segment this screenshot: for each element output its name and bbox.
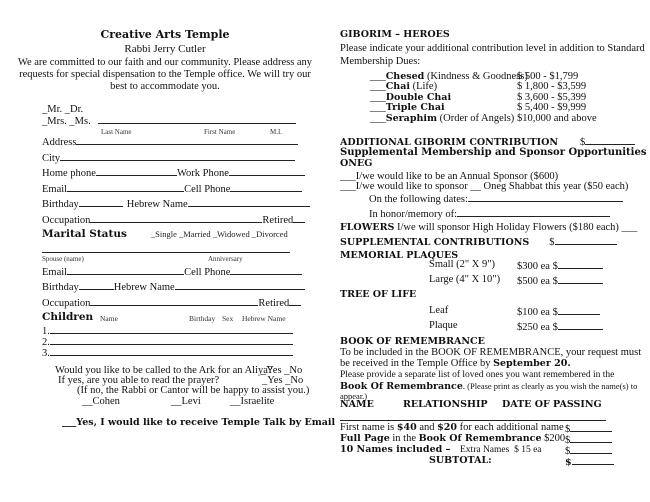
additional-heading: ADDITIONAL GIBORIM CONTRIBUTION xyxy=(340,137,559,148)
extra-names-amount[interactable] xyxy=(570,444,612,454)
subtotal-label: SUBTOTAL: xyxy=(429,455,492,466)
intro-line: requests for special dispensation to the Temple office. We will try our xyxy=(19,69,311,80)
oneg-sponsor-option[interactable]: ___I/we would like to sponsor __ Oneg Shabbat this year ($50 each) xyxy=(340,181,629,192)
child-number: 3. xyxy=(42,348,50,359)
spouse-cell-label: Cell Phone xyxy=(184,267,231,278)
level-chai[interactable]: ___Chai (Life) xyxy=(370,81,438,92)
dollar-sign: $ xyxy=(552,276,558,287)
level-price: $ 5,400 - $9,999 xyxy=(517,102,587,113)
level-price: $ 3,600 - $5,399 xyxy=(517,92,587,103)
home-phone-field[interactable] xyxy=(96,166,177,176)
prayer-question: If yes, are you able to read the prayer? xyxy=(58,375,220,386)
spouse-occupation-field[interactable] xyxy=(90,296,258,306)
pricing-text: in the xyxy=(392,433,416,444)
book-text: Please provide a separate list of loved ones you want remembered in the xyxy=(340,370,615,380)
email-label: Email xyxy=(42,184,68,195)
title-options[interactable]: _Mrs. _Ms. xyxy=(42,116,91,127)
home-phone-label: Home phone xyxy=(42,168,96,179)
book-text: appear.) xyxy=(340,391,368,401)
rabbi-name: Rabbi Jerry Cutler xyxy=(124,43,206,55)
hebrew-name-label: Hebrew Name xyxy=(126,199,188,210)
level-seraphim[interactable]: ___Seraphim (Order of Angels) xyxy=(370,113,515,124)
marital-options[interactable]: _Single _Married _Widowed _Divorced xyxy=(150,229,288,239)
full-page-amount[interactable] xyxy=(570,433,612,443)
honor-label: In honor/memory of: xyxy=(369,209,458,220)
birthday-label: Birthday xyxy=(42,199,79,210)
dollar-sign: $ xyxy=(565,457,572,468)
aliya-answer[interactable]: _Yes _No xyxy=(261,365,303,376)
cohen-option[interactable]: __Cohen xyxy=(82,396,120,407)
memorial-heading: MEMORIAL PLAQUES xyxy=(340,250,459,261)
spouse-birthday-field[interactable] xyxy=(79,280,114,290)
child-number: 2. xyxy=(42,337,50,348)
retired-label: Retired xyxy=(262,215,294,226)
extra-names-price: $ 15 ea xyxy=(514,445,542,455)
plaque-label: Plaque xyxy=(429,320,458,331)
tree-heading: TREE OF LIFE xyxy=(340,289,417,300)
spouse-cell-field[interactable] xyxy=(230,265,302,275)
book-name: Book Of Remembrance xyxy=(340,381,463,392)
occupation-field[interactable] xyxy=(90,213,262,223)
col-name-header: NAME xyxy=(340,399,374,410)
price-40: $40 xyxy=(396,422,417,433)
title-options[interactable]: _Mr. _Dr. xyxy=(42,104,84,115)
large-plaque-amount[interactable] xyxy=(558,274,603,284)
temple-talk-option[interactable]: ___Yes, I would like to receive Temple Talk by Email xyxy=(62,417,336,428)
dollar-sign: $ xyxy=(552,322,558,333)
label-last-name: Last Name xyxy=(101,128,132,136)
child-row-field[interactable] xyxy=(50,346,293,356)
spouse-occupation-label: Occupation xyxy=(42,298,91,309)
full-page-price: $200 xyxy=(544,433,566,444)
spouse-email-label: Email xyxy=(42,267,68,278)
giborim-heading: GIBORIM – HEROES xyxy=(340,29,450,40)
additional-amount[interactable] xyxy=(585,135,635,145)
city-label: City xyxy=(42,153,61,164)
children-label: Children xyxy=(42,311,94,323)
book-heading: BOOK OF REMEMBRANCE xyxy=(340,336,485,347)
col-relationship-header: RELATIONSHIP xyxy=(403,399,488,410)
dollar-sign: $ xyxy=(580,137,586,148)
col-date-header: DATE OF PASSING xyxy=(502,399,602,410)
remembrance-entry-field[interactable] xyxy=(340,420,606,421)
large-plaque-label: Large (4" X 10") xyxy=(429,274,501,285)
dollar-sign: $ xyxy=(549,237,555,248)
supp-contrib-amount[interactable] xyxy=(555,235,617,245)
spouse-retired-field[interactable] xyxy=(289,296,301,306)
marital-status-label: Marital Status xyxy=(42,228,127,240)
supplemental-heading: Supplemental Membership and Sponsor Opportunities xyxy=(340,147,647,158)
annual-sponsor-option[interactable]: ___I/we would like to be an Annual Sponsor ($600) xyxy=(340,171,559,182)
retired-field[interactable] xyxy=(293,213,305,223)
price-20: $20 xyxy=(437,422,457,433)
dollar-sign: $ xyxy=(552,307,558,318)
flowers-heading: FLOWERS xyxy=(340,222,395,233)
work-phone-label: Work Phone xyxy=(176,168,229,179)
level-price: $ 500 - $1,799 xyxy=(517,71,579,82)
pricing-text: First name is xyxy=(340,422,395,433)
col-name: Name xyxy=(100,314,118,323)
extra-names-label: Extra Names xyxy=(460,445,510,455)
price: $300 ea xyxy=(517,261,550,272)
child-number: 1. xyxy=(42,326,50,337)
anniversary-label: Anniversary xyxy=(208,255,243,263)
col-hebrew: Hebrew Name xyxy=(242,314,286,323)
pricing-text: and xyxy=(419,422,435,433)
level-price: $10,000 and above xyxy=(517,113,597,124)
birthday-field[interactable] xyxy=(79,197,123,207)
aliya-question: Would you like to be called to the Ark for an Aliya? xyxy=(55,365,273,376)
spouse-birthday-label: Birthday xyxy=(42,282,79,293)
spouse-email-field[interactable] xyxy=(67,265,184,275)
dollar-sign: $ xyxy=(552,261,558,272)
prayer-answer[interactable]: _Yes _No xyxy=(262,375,304,386)
work-phone-field[interactable] xyxy=(229,166,305,176)
address-field[interactable] xyxy=(76,135,298,145)
dollar-sign: $ xyxy=(565,435,571,446)
assist-note: (If no, the Rabbi or Cantor will be happy to assist you.) xyxy=(77,385,310,396)
price: $500 ea xyxy=(517,276,550,287)
intro-line: We are committed to our faith and our community. Please address any xyxy=(17,57,313,68)
book-text: be received in the Temple Office by xyxy=(340,358,491,369)
pricing-text: for each additional name xyxy=(459,422,564,433)
oneg-heading: ONEG xyxy=(340,158,373,169)
cell-phone-field[interactable] xyxy=(230,182,302,192)
dates-field[interactable] xyxy=(468,192,623,202)
spouse-label: Spouse (name) xyxy=(42,255,84,263)
spouse-hebrew-field[interactable] xyxy=(175,280,305,290)
dates-label: On the following dates: xyxy=(369,194,468,205)
temple-title: Creative Arts Temple xyxy=(100,28,230,41)
full-page-label: Full Page xyxy=(340,433,390,444)
dollar-sign: $ xyxy=(565,446,571,457)
level-price: $ 1,800 - $3,599 xyxy=(517,81,587,92)
child-row-field[interactable] xyxy=(50,324,293,334)
small-plaque-label: Small (2" X 9") xyxy=(429,259,496,270)
tree-plaque-amount[interactable] xyxy=(558,320,603,330)
giborim-desc: Please indicate your additional contribution level in addition to Standard xyxy=(340,43,645,54)
israelite-option[interactable]: __Israelite xyxy=(230,396,275,407)
occupation-label: Occupation xyxy=(42,215,91,226)
book-name: Book Of Remembrance xyxy=(418,433,542,444)
label-mi: M.I. xyxy=(270,128,283,136)
name-field[interactable] xyxy=(98,114,296,124)
price: $100 ea xyxy=(517,307,550,318)
dollar-sign: $ xyxy=(565,424,571,435)
deadline: September 20. xyxy=(493,358,571,369)
small-plaque-amount[interactable] xyxy=(558,259,603,269)
names-amount[interactable] xyxy=(570,422,612,432)
address-label: Address xyxy=(42,137,77,148)
price: $250 ea xyxy=(517,322,550,333)
hebrew-name-field[interactable] xyxy=(188,197,310,207)
book-text: To be included in the BOOK OF REMEMBRANCE, your request must xyxy=(340,347,642,358)
col-sex: Sex xyxy=(222,314,234,323)
leaf-label: Leaf xyxy=(429,305,449,316)
ten-names-label: 10 Names included – xyxy=(340,444,451,455)
honor-field[interactable] xyxy=(457,207,610,217)
spouse-hebrew-label: Hebrew Name xyxy=(113,282,175,293)
cell-phone-label: Cell Phone xyxy=(184,184,231,195)
city-field[interactable] xyxy=(60,151,295,161)
giborim-desc: Membership Dues: xyxy=(340,56,421,67)
spouse-retired-label: Retired xyxy=(258,298,290,309)
subtotal-amount[interactable] xyxy=(572,455,614,465)
child-row-field[interactable] xyxy=(50,335,293,345)
email-field[interactable] xyxy=(67,182,184,192)
flowers-option[interactable]: I/we will sponsor High Holiday Flowers ($180 each) ___ xyxy=(397,222,638,233)
book-text: . (Please print as clearly as you wish the name(s) to xyxy=(462,381,638,391)
leaf-amount[interactable] xyxy=(558,305,600,315)
level-double-chai[interactable]: ___Double Chai xyxy=(370,92,452,103)
col-birthday: Birthday xyxy=(189,314,216,323)
supp-contrib-heading: SUPPLEMENTAL CONTRIBUTIONS xyxy=(340,237,530,248)
label-first-name: First Name xyxy=(204,128,236,136)
level-chesed[interactable]: ___Chesed (Kindness & Goodness) xyxy=(370,71,528,82)
intro-line: best to accommodate you. xyxy=(110,81,220,92)
level-triple-chai[interactable]: ___Triple Chai xyxy=(370,102,445,113)
levi-option[interactable]: __Levi xyxy=(171,396,201,407)
